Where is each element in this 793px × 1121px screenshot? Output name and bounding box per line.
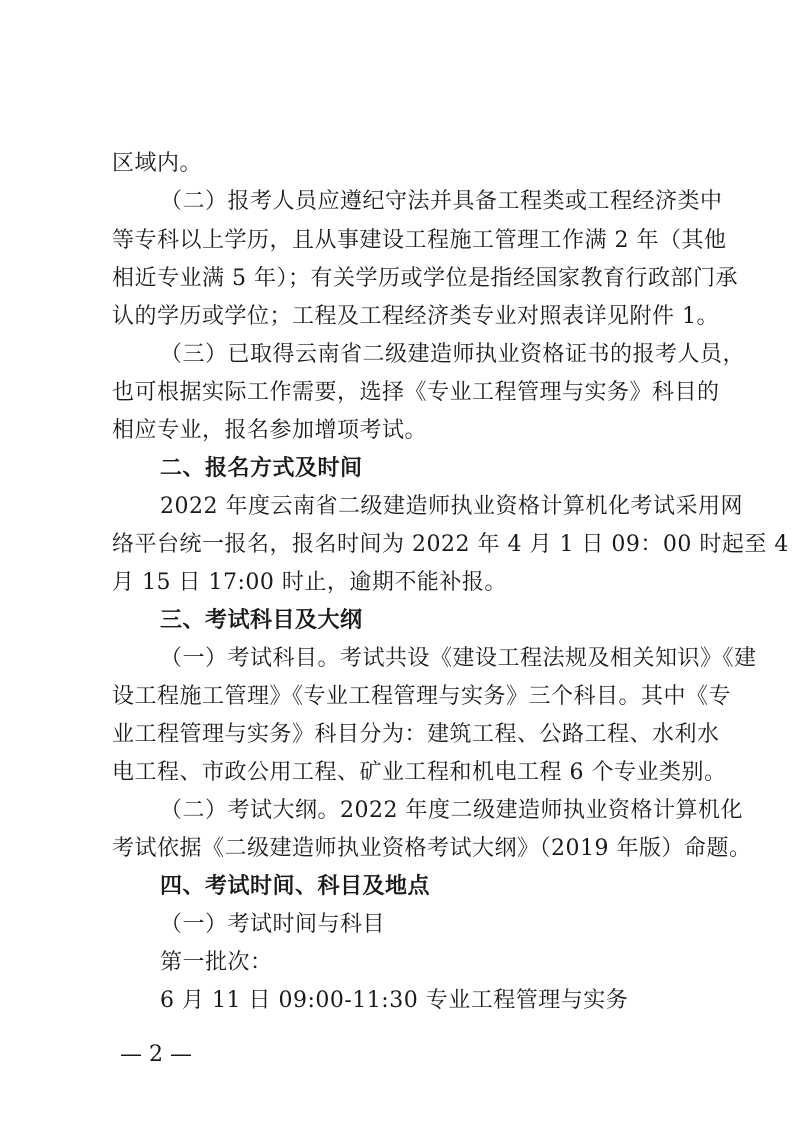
- section-heading: 四、考试时间、科目及地点: [160, 874, 431, 899]
- section-heading: 三、考试科目及大纲: [160, 608, 363, 633]
- text-line: 电工程、市政公用工程、矿业工程和机电工程 6 个专业类别。: [112, 760, 727, 785]
- text-line: （一）考试科目。考试共设《建设工程法规及相关知识》《建: [160, 646, 757, 671]
- text-line: （一）考试时间与科目: [160, 912, 386, 937]
- page-number: — 2 —: [120, 1042, 192, 1067]
- text-line: 第一批次：: [160, 950, 273, 975]
- text-line: 考试依据《二级建造师执业资格考试大纲》（2019 年版）命题。: [112, 836, 752, 861]
- text-line: 相近专业满 5 年）；有关学历或学位是指经国家教育行政部门承: [112, 266, 738, 291]
- text-line: 认的学历或学位；工程及工程经济类专业对照表详见附件 1。: [112, 304, 719, 329]
- text-line: 络平台统一报名，报名时间为 2022 年 4 月 1 日 09：00 时起至 4: [112, 532, 789, 557]
- text-line: （二）报考人员应遵纪守法并具备工程类或工程经济类中: [160, 189, 723, 214]
- text-line: 也可根据实际工作需要，选择《专业工程管理与实务》科目的: [112, 380, 720, 405]
- text-line: （三）已取得云南省二级建造师执业资格证书的报考人员，: [160, 342, 746, 367]
- text-line: （二）考试大纲。2022 年度二级建造师执业资格计算机化: [160, 798, 743, 823]
- text-line: 月 15 日 17:00 时止，逾期不能补报。: [112, 570, 507, 595]
- text-line: 设工程施工管理》《专业工程管理与实务》三个科目。其中《专: [112, 684, 732, 709]
- text-line: 区域内。: [112, 151, 203, 176]
- text-line: 6 月 11 日 09:00-11:30 专业工程管理与实务: [160, 988, 629, 1013]
- text-line: 2022 年度云南省二级建造师执业资格计算机化考试采用网: [160, 494, 743, 519]
- text-line: 业工程管理与实务》科目分为：建筑工程、公路工程、水利水: [112, 722, 720, 747]
- text-line: 相应专业，报名参加增项考试。: [112, 418, 428, 443]
- text-line: 等专科以上学历，且从事建设工程施工管理工作满 2 年（其他: [112, 228, 727, 253]
- section-heading: 二、报名方式及时间: [160, 456, 363, 481]
